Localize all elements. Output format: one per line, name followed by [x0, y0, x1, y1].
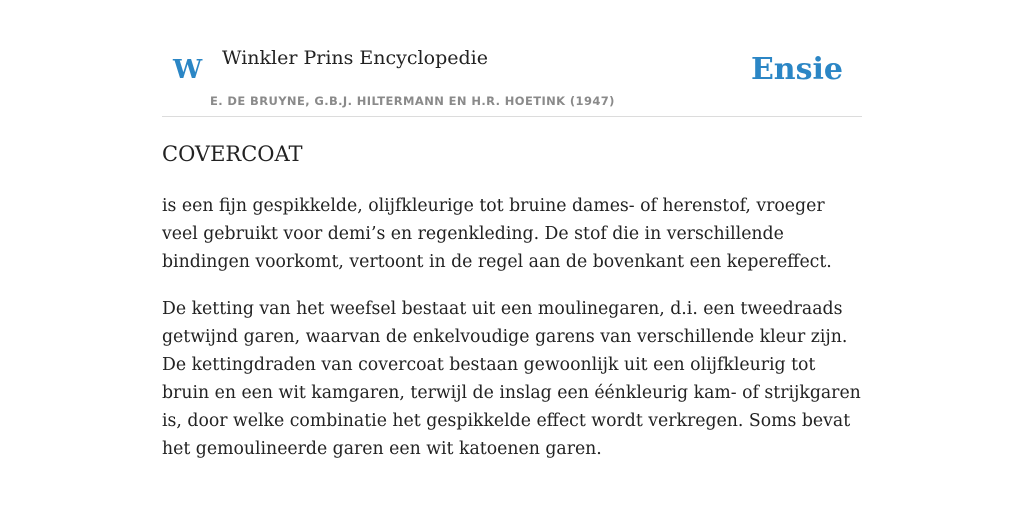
site-header [162, 0, 862, 117]
ensie-logo-link[interactable]: Ensie [750, 52, 843, 87]
entry-paragraph: is een fijn gespikkelde, olijfkleurige tot bruine dames- of herenstof, vroeger veel gebruikt voor demi’s en regenkleding. De stof die in verschillende bindingen voorkomt, vertoont in de regel aan de bovenkant een kepereffect. [162, 196, 832, 272]
publication-title: Winkler Prins Encyclopedie [222, 47, 488, 69]
publication-authors: E. DE BRUYNE, G.B.J. HILTERMANN EN H.R. HOETINK (1947) [210, 94, 615, 108]
entry-body [162, 192, 862, 482]
entry-title: COVERCOAT [162, 142, 303, 166]
entry-paragraph: De ketting van het weefsel bestaat uit een moulinegaren, d.i. een tweedraads getwijnd garen, waarvan de enkelvoudige garens van verschillende kleur zijn. De kettingdraden van covercoat bestaan gewoonlijk uit een olijfkleurig tot bruin en een wit kamgaren, terwijl de inslag een éénkleurig kam- of strijkgaren is, door welke combinatie het gespikkelde effect wordt verkregen. Soms bevat het gemoulineerde garen een wit katoenen garen. [162, 299, 861, 459]
publication-logo: W [173, 55, 203, 85]
